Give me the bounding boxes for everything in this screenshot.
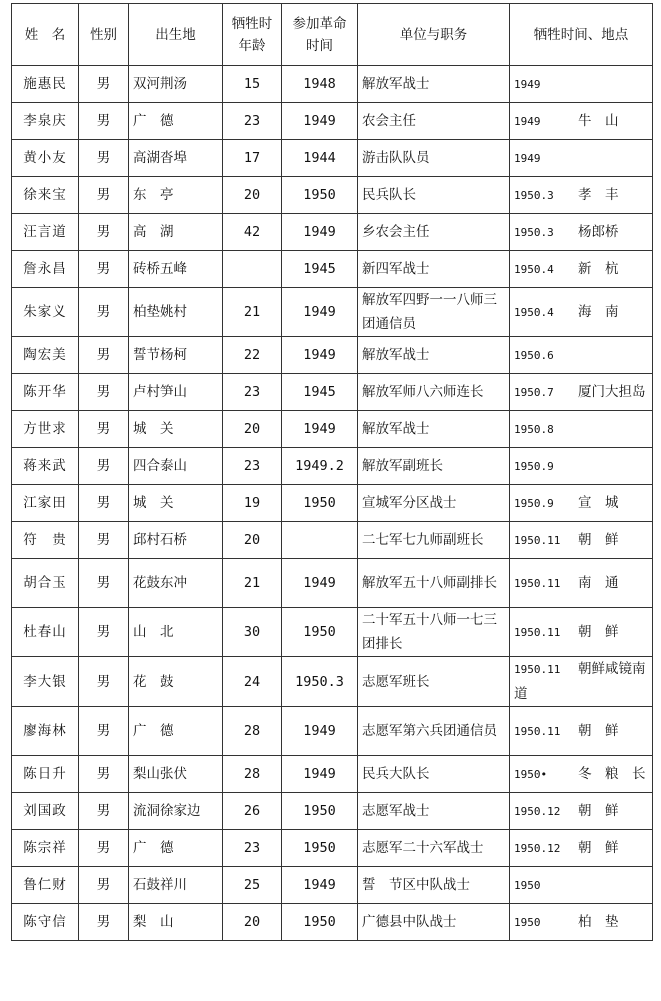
cell-gender: 男	[79, 559, 129, 608]
cell-name: 蒋来武	[12, 448, 79, 485]
cell-join: 1949	[282, 103, 358, 140]
death-place: 朝 鲜	[578, 531, 619, 548]
cell-unit: 志愿军战士	[358, 793, 510, 830]
death-date: 1950.3	[514, 188, 554, 202]
death-place: 南 通	[578, 574, 619, 591]
cell-join: 1945	[282, 251, 358, 288]
cell-birthplace: 流洞徐家边	[129, 793, 223, 830]
cell-age: 21	[223, 559, 282, 608]
cell-gender: 男	[79, 177, 129, 214]
cell-unit: 民兵队长	[358, 177, 510, 214]
cell-unit: 解放军副班长	[358, 448, 510, 485]
cell-unit: 志愿军班长	[358, 657, 510, 707]
cell-birthplace: 广 德	[129, 830, 223, 867]
martyrs-table	[11, 3, 653, 941]
cell-age: 24	[223, 657, 282, 707]
cell-name: 李泉庆	[12, 103, 79, 140]
cell-birthplace: 花鼓东冲	[129, 559, 223, 608]
header-row	[12, 4, 653, 66]
cell-name: 陈开华	[12, 374, 79, 411]
header-join-line2: 时间	[306, 37, 333, 54]
death-place: 新 杭	[578, 260, 619, 277]
cell-unit: 宣城军分区战士	[358, 485, 510, 522]
cell-death	[510, 608, 653, 657]
cell-death	[510, 251, 653, 288]
header-age	[223, 4, 282, 66]
death-date: 1950	[514, 915, 541, 929]
cell-join: 1950.3	[282, 657, 358, 707]
death-date: 1950.11	[514, 533, 561, 547]
cell-name: 方世求	[12, 411, 79, 448]
cell-unit: 志愿军二十六军战士	[358, 830, 510, 867]
table-row	[12, 904, 653, 941]
cell-age: 23	[223, 448, 282, 485]
death-place: 朝 鲜	[578, 802, 619, 819]
cell-birthplace: 石鼓祥川	[129, 867, 223, 904]
header-age-line1: 牺牲时	[231, 15, 273, 32]
cell-birthplace: 广 德	[129, 707, 223, 756]
cell-join: 1950	[282, 793, 358, 830]
cell-join: 1945	[282, 374, 358, 411]
cell-birthplace: 誓节杨柯	[129, 337, 223, 374]
cell-death	[510, 485, 653, 522]
table-row	[12, 707, 653, 756]
cell-birthplace: 城 关	[129, 485, 223, 522]
cell-unit: 解放军战士	[358, 337, 510, 374]
cell-gender: 男	[79, 830, 129, 867]
cell-birthplace: 邱村石桥	[129, 522, 223, 559]
cell-unit: 誓 节区中队战士	[358, 867, 510, 904]
table-header	[12, 4, 653, 66]
table-row	[12, 411, 653, 448]
cell-death	[510, 448, 653, 485]
cell-name: 施惠民	[12, 66, 79, 103]
cell-name: 廖海林	[12, 707, 79, 756]
death-place: 杨郎桥	[578, 223, 619, 240]
cell-name: 陈守信	[12, 904, 79, 941]
cell-age: 28	[223, 707, 282, 756]
cell-birthplace: 山 北	[129, 608, 223, 657]
death-place: 孝 丰	[578, 186, 619, 203]
cell-birthplace: 四合泰山	[129, 448, 223, 485]
table-row	[12, 103, 653, 140]
cell-age: 42	[223, 214, 282, 251]
cell-birthplace: 城 关	[129, 411, 223, 448]
cell-age	[223, 251, 282, 288]
cell-unit: 解放军四野一一八师三团通信员	[358, 288, 510, 337]
cell-gender: 男	[79, 485, 129, 522]
cell-join: 1950	[282, 485, 358, 522]
cell-unit: 新四军战士	[358, 251, 510, 288]
cell-join: 1948	[282, 66, 358, 103]
cell-age: 17	[223, 140, 282, 177]
cell-birthplace: 柏垫姚村	[129, 288, 223, 337]
cell-unit: 乡农会主任	[358, 214, 510, 251]
cell-name: 陈日升	[12, 756, 79, 793]
cell-gender: 男	[79, 214, 129, 251]
header-name: 姓 名	[12, 4, 79, 66]
cell-birthplace: 梨 山	[129, 904, 223, 941]
cell-death	[510, 103, 653, 140]
death-date: 1950.4	[514, 305, 554, 319]
cell-unit: 解放军战士	[358, 66, 510, 103]
header-join	[282, 4, 358, 66]
cell-birthplace: 梨山张伏	[129, 756, 223, 793]
cell-birthplace: 高 湖	[129, 214, 223, 251]
cell-age: 15	[223, 66, 282, 103]
cell-join: 1949	[282, 337, 358, 374]
death-place: 朝 鲜	[578, 839, 619, 856]
table-row	[12, 448, 653, 485]
table-row	[12, 867, 653, 904]
cell-age: 20	[223, 411, 282, 448]
cell-birthplace: 砖桥五峰	[129, 251, 223, 288]
cell-join: 1949	[282, 756, 358, 793]
cell-death	[510, 337, 653, 374]
death-date: 1950.8	[514, 422, 554, 436]
cell-join: 1949	[282, 288, 358, 337]
table-row	[12, 522, 653, 559]
cell-gender: 男	[79, 608, 129, 657]
table-row	[12, 374, 653, 411]
cell-age: 19	[223, 485, 282, 522]
cell-unit: 广德县中队战士	[358, 904, 510, 941]
cell-name: 刘国政	[12, 793, 79, 830]
cell-age: 26	[223, 793, 282, 830]
death-date: 1950.3	[514, 225, 554, 239]
cell-age: 20	[223, 177, 282, 214]
cell-gender: 男	[79, 337, 129, 374]
cell-join: 1950	[282, 904, 358, 941]
cell-birthplace: 高湖沓埠	[129, 140, 223, 177]
cell-death	[510, 66, 653, 103]
table-row	[12, 657, 653, 707]
cell-unit: 二十军五十八师一七三团排长	[358, 608, 510, 657]
cell-name: 陈宗祥	[12, 830, 79, 867]
death-date: 1950.9	[514, 496, 554, 510]
cell-death	[510, 177, 653, 214]
death-date: 1950	[514, 878, 541, 892]
cell-death	[510, 707, 653, 756]
table-row	[12, 214, 653, 251]
header-gender: 性别	[79, 4, 129, 66]
cell-gender: 男	[79, 251, 129, 288]
cell-death	[510, 522, 653, 559]
cell-death	[510, 904, 653, 941]
cell-gender: 男	[79, 66, 129, 103]
table-row	[12, 485, 653, 522]
death-date: 1950.9	[514, 459, 554, 473]
cell-join: 1949	[282, 214, 358, 251]
death-date: 1950.4	[514, 262, 554, 276]
header-age-line2: 年龄	[238, 37, 266, 54]
death-place: 柏 垫	[578, 913, 619, 930]
table-row	[12, 608, 653, 657]
cell-death	[510, 374, 653, 411]
death-place: 海 南	[578, 303, 619, 320]
cell-join: 1949.2	[282, 448, 358, 485]
cell-join: 1949	[282, 559, 358, 608]
header-unit: 单位与职务	[358, 4, 510, 66]
table-row	[12, 140, 653, 177]
death-place: 宣 城	[578, 494, 619, 511]
death-date: 1950.7	[514, 385, 554, 399]
table-row	[12, 251, 653, 288]
cell-death	[510, 756, 653, 793]
table-row	[12, 559, 653, 608]
cell-age: 20	[223, 904, 282, 941]
cell-name: 汪言道	[12, 214, 79, 251]
table-row	[12, 793, 653, 830]
cell-birthplace: 东 亭	[129, 177, 223, 214]
death-date: 1950.11	[514, 663, 561, 676]
cell-gender: 男	[79, 103, 129, 140]
cell-unit: 民兵大队长	[358, 756, 510, 793]
death-date: 1950.12	[514, 841, 561, 855]
cell-gender: 男	[79, 288, 129, 337]
death-place: 牛 山	[578, 112, 619, 129]
table-row	[12, 66, 653, 103]
cell-age: 23	[223, 374, 282, 411]
header-birthplace: 出生地	[129, 4, 223, 66]
cell-name: 徐来宝	[12, 177, 79, 214]
death-date: 1949	[514, 77, 541, 91]
cell-join: 1944	[282, 140, 358, 177]
cell-name: 詹永昌	[12, 251, 79, 288]
cell-gender: 男	[79, 411, 129, 448]
cell-name: 李大银	[12, 657, 79, 707]
table-row	[12, 756, 653, 793]
cell-name: 江家田	[12, 485, 79, 522]
cell-unit: 二七军七九师副班长	[358, 522, 510, 559]
cell-unit: 游击队队员	[358, 140, 510, 177]
cell-join: 1950	[282, 830, 358, 867]
table-body	[12, 66, 653, 941]
cell-gender: 男	[79, 374, 129, 411]
cell-death	[510, 867, 653, 904]
cell-join	[282, 522, 358, 559]
cell-age: 22	[223, 337, 282, 374]
cell-gender: 男	[79, 657, 129, 707]
table-row	[12, 337, 653, 374]
cell-age: 23	[223, 830, 282, 867]
cell-gender: 男	[79, 793, 129, 830]
death-place: 朝 鲜	[578, 623, 619, 640]
death-date: 1950.6	[514, 348, 554, 362]
death-place: 厦门大担岛	[578, 383, 646, 400]
death-date: 1950.12	[514, 804, 561, 818]
cell-death	[510, 288, 653, 337]
cell-name: 黄小友	[12, 140, 79, 177]
cell-gender: 男	[79, 904, 129, 941]
death-place: 冬 粮 长	[578, 765, 646, 782]
death-place: 朝 鲜	[578, 722, 619, 739]
cell-name: 陶宏美	[12, 337, 79, 374]
cell-unit: 志愿军第六兵团通信员	[358, 707, 510, 756]
cell-age: 23	[223, 103, 282, 140]
cell-name: 符 贵	[12, 522, 79, 559]
death-date: 1950.11	[514, 724, 561, 738]
cell-age: 20	[223, 522, 282, 559]
table-row	[12, 830, 653, 867]
cell-join: 1949	[282, 707, 358, 756]
death-date: 1950.11	[514, 625, 561, 639]
cell-birthplace: 广 德	[129, 103, 223, 140]
cell-join: 1950	[282, 608, 358, 657]
cell-death	[510, 140, 653, 177]
cell-birthplace: 双河荆汤	[129, 66, 223, 103]
cell-gender: 男	[79, 448, 129, 485]
cell-join: 1949	[282, 867, 358, 904]
cell-gender: 男	[79, 867, 129, 904]
death-date: 1950•	[514, 767, 548, 781]
cell-unit: 解放军五十八师副排长	[358, 559, 510, 608]
cell-death	[510, 657, 653, 707]
cell-age: 28	[223, 756, 282, 793]
cell-unit: 解放军师八六师连长	[358, 374, 510, 411]
cell-gender: 男	[79, 140, 129, 177]
death-date: 1949	[514, 151, 541, 165]
cell-death	[510, 830, 653, 867]
cell-birthplace: 花 鼓	[129, 657, 223, 707]
cell-name: 杜春山	[12, 608, 79, 657]
cell-join: 1950	[282, 177, 358, 214]
cell-unit: 解放军战士	[358, 411, 510, 448]
death-date: 1949	[514, 114, 541, 128]
cell-death	[510, 559, 653, 608]
cell-gender: 男	[79, 707, 129, 756]
table-row	[12, 177, 653, 214]
cell-death	[510, 411, 653, 448]
cell-birthplace: 卢村笋山	[129, 374, 223, 411]
cell-unit: 农会主任	[358, 103, 510, 140]
death-date: 1950.11	[514, 576, 561, 590]
cell-name: 鲁仁财	[12, 867, 79, 904]
cell-death	[510, 214, 653, 251]
cell-age: 25	[223, 867, 282, 904]
cell-age: 30	[223, 608, 282, 657]
cell-age: 21	[223, 288, 282, 337]
table-row	[12, 288, 653, 337]
cell-name: 胡合玉	[12, 559, 79, 608]
header-join-line1: 参加革命	[292, 15, 347, 32]
cell-name: 朱家义	[12, 288, 79, 337]
cell-gender: 男	[79, 756, 129, 793]
cell-death	[510, 793, 653, 830]
header-death: 牺牲时间、地点	[510, 4, 653, 66]
cell-join: 1949	[282, 411, 358, 448]
death-place: 朝鲜咸镜南道	[514, 661, 646, 702]
cell-gender: 男	[79, 522, 129, 559]
